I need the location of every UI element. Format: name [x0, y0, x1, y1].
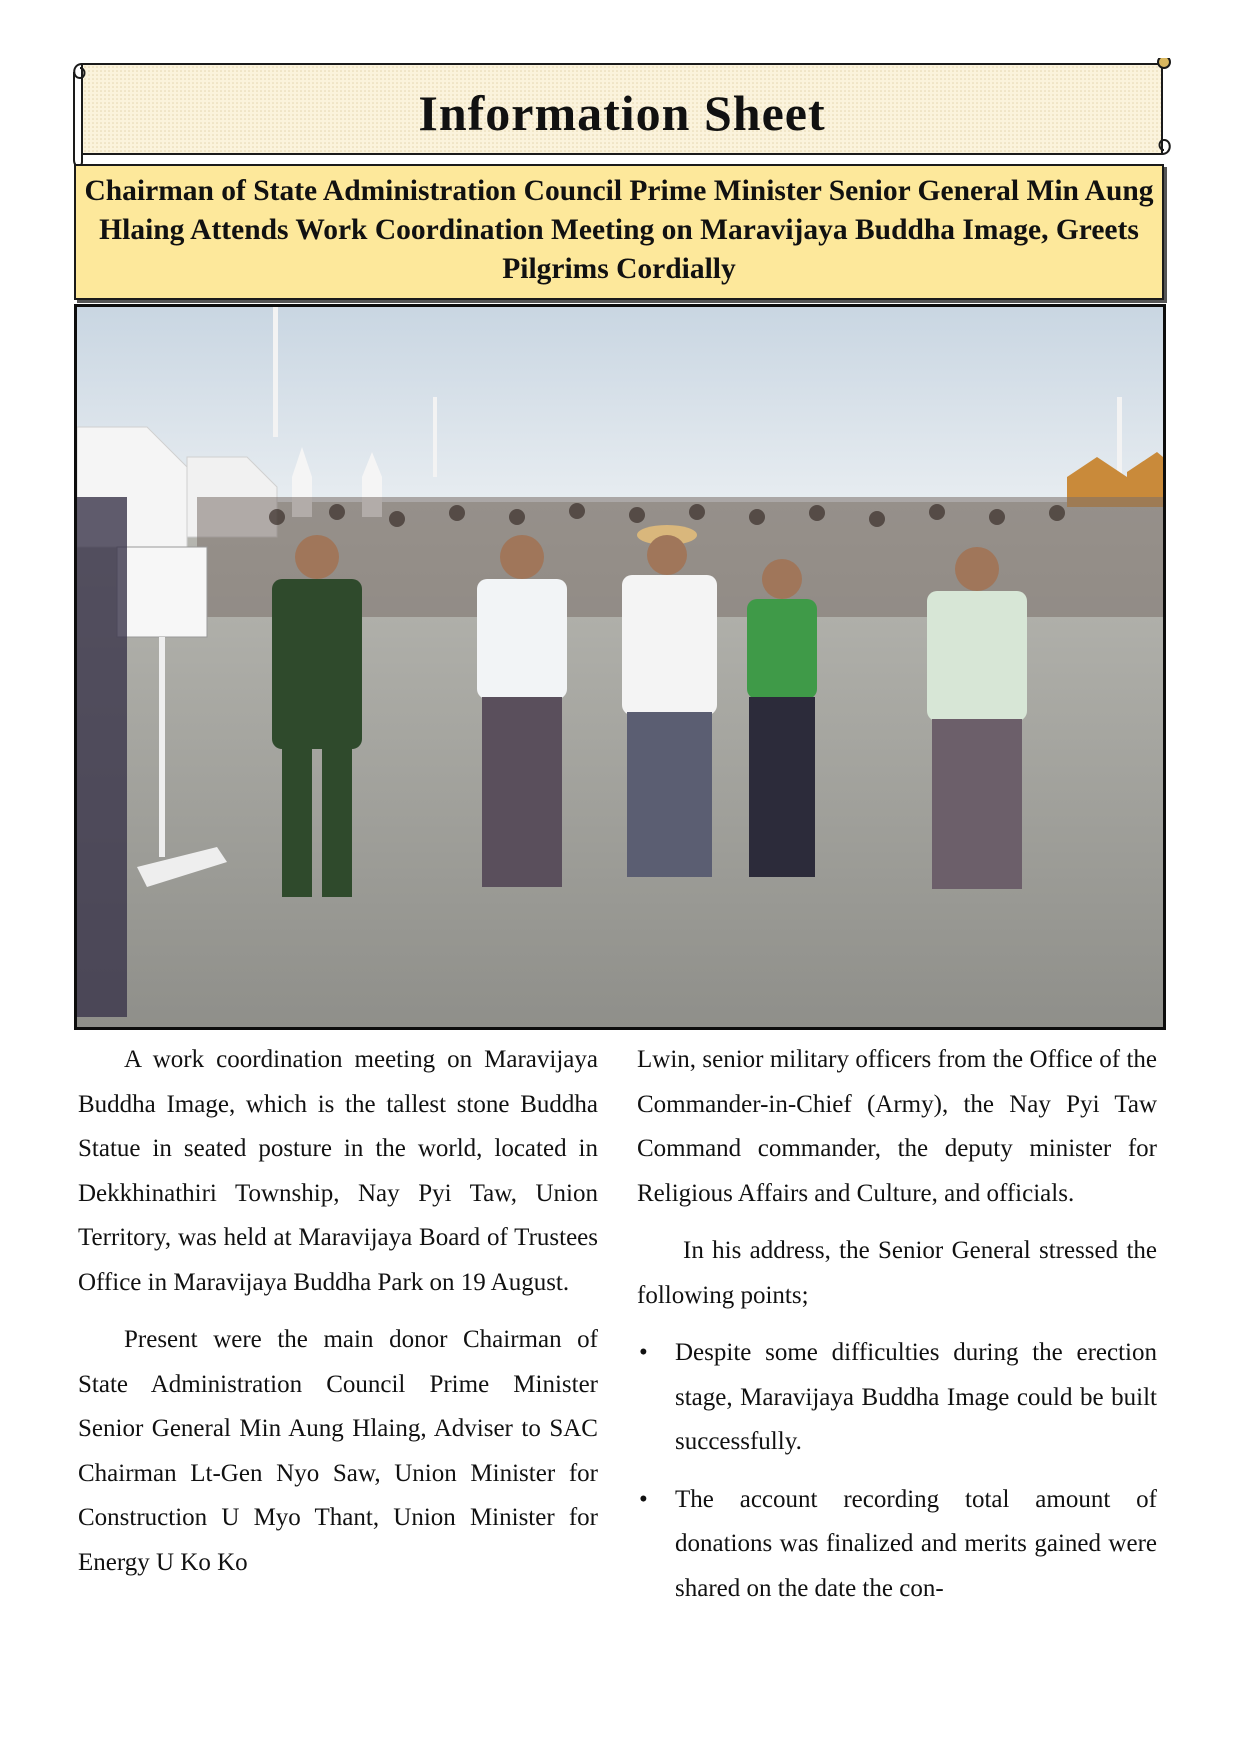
title-banner — [72, 58, 1172, 166]
photo-illustration — [77, 307, 1163, 1027]
article-column-right — [637, 1038, 1157, 1624]
page-title: Information Sheet — [418, 85, 826, 141]
article-paragraph: Lwin, senior military officers from the Office of the Commander-in-Chief (Army), the Nay Pyi Taw Command commander, the deputy minister for Religious Affairs and Culture, and officials. — [637, 1046, 1157, 1207]
list-item — [637, 1478, 1157, 1612]
article-paragraph: Present were the main donor Chairman of State Administration Council Prime Minister Senior General Min Aung Hlaing, Adviser to SAC Chairman Lt-Gen Nyo Saw, Union Minister for Construction U Myo Thant, Union Minister for Energy U Ko Ko — [78, 1326, 598, 1576]
bullet-list — [637, 1331, 1157, 1611]
list-item — [637, 1331, 1157, 1465]
headline-text: Chairman of State Administration Council Prime Minister Senior General Min Aung Hlaing Attends Work Coordination Meeting on Maravijaya Buddha Image, Greets Pilgrims Cordially — [84, 175, 1154, 285]
article-paragraph: In his address, the Senior General stressed the following points; — [637, 1237, 1157, 1309]
bullet-icon: • — [639, 1339, 648, 1366]
headline-box — [74, 164, 1164, 300]
bullet-icon: • — [639, 1485, 648, 1513]
list-item-text: Despite some difficulties during the erection stage, Maravijaya Buddha Image could be built successfully. — [675, 1339, 1157, 1455]
article-paragraph: A work coordination meeting on Maravijaya Buddha Image, which is the tallest stone Buddha Statue in seated posture in the world, located in Dekkhinathiri Township, Nay Pyi Taw, Union Territory, was held at Maravijaya Board of Trustees Office in Maravijaya Buddha Park on 19 August. — [78, 1046, 598, 1296]
list-item-text: The account recording total amount of donations was finalized and merits gained were shared on the date the con- — [675, 1485, 1157, 1602]
news-photo — [74, 304, 1166, 1030]
article-column-left — [78, 1038, 598, 1598]
